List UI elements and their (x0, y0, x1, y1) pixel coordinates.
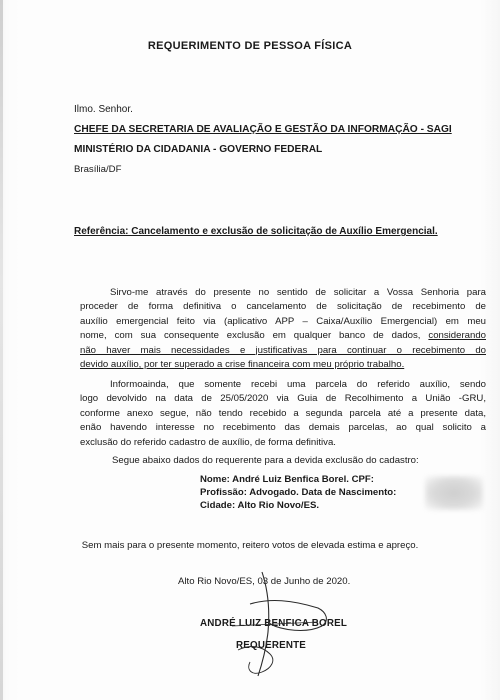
paragraph-line: Informoainda, que somente recebi uma parcela do referido auxílio, sendo (110, 379, 486, 390)
closing-sentence: Sem mais para o presente momento, reitero votos de elevada estima e apreço. (81, 540, 419, 551)
paragraph-line: enão havendo interesse no recebimento das demais parcelas, ao qual solicito a (80, 422, 486, 434)
requester-city: Cidade: Alto Rio Novo/ES. (200, 500, 320, 511)
place-date: Alto Rio Novo/ES, 03 de Junho de 2020. (178, 576, 351, 587)
paragraph-line: proceder de forma definitiva o cancelamento de solicitação de recebimento de (80, 301, 486, 313)
paragraph-line: Sirvo-me através do presente no sentido de solicitar a Vossa Senhoria para (110, 287, 486, 298)
addressee-city: Brasília/DF (74, 164, 122, 175)
requester-name: Nome: André Luiz Benfica Borel. CPF: (200, 474, 374, 485)
requester-profession: Profissão: Advogado. Data de Nascimento: (200, 487, 397, 498)
paragraph-line-text: nome, com sua consequente exclusão em qualquer banco de dados, (80, 330, 421, 342)
addressee-ministry: MINISTÉRIO DA CIDADANIA - GOVERNO FEDERAL (74, 144, 323, 155)
paragraph-line: logo devolvido na data de 25/05/2020 via Guia de Recolhimento a União -GRU, (80, 393, 486, 405)
addressee-office: CHEFE DA SECRETARIA DE AVALIAÇÃO E GESTÃO DA INFORMAÇÃO - SAGI (74, 124, 452, 135)
data-intro: Segue abaixo dados do requerente para a devida exclusão do cadastro: (112, 455, 419, 466)
signer-name: ANDRÉ LUIZ BENFICA BOREL (200, 618, 348, 629)
paragraph-line-underlined: não haver mais necessidades e justificativas para continuar o recebimento do (80, 344, 486, 356)
paragraph-line: auxílio emergencial feito via (aplicativo APP – Caixa/Auxílio Emergencial) em meu (80, 315, 486, 327)
reference-line: Referência: Cancelamento e exclusão de solicitação de Auxílio Emergencial. (74, 226, 438, 237)
paragraph-line: conforme anexo segue, não tendo recebido a segunda parcela até a presente data, (80, 407, 486, 419)
signer-role: REQUERENTE (236, 640, 307, 651)
underlined-text: considerando (428, 330, 486, 342)
salutation: Ilmo. Senhor. (74, 104, 133, 115)
paragraph-line-underlined: devido auxílio, por ter superado a crise financeira com meu próprio trabalho. (80, 359, 405, 371)
document-title: REQUERIMENTO DE PESSOA FÍSICA (147, 40, 353, 52)
paragraph-line: exclusão do referido cadastro de auxílio, de forma definitiva. (80, 436, 336, 448)
